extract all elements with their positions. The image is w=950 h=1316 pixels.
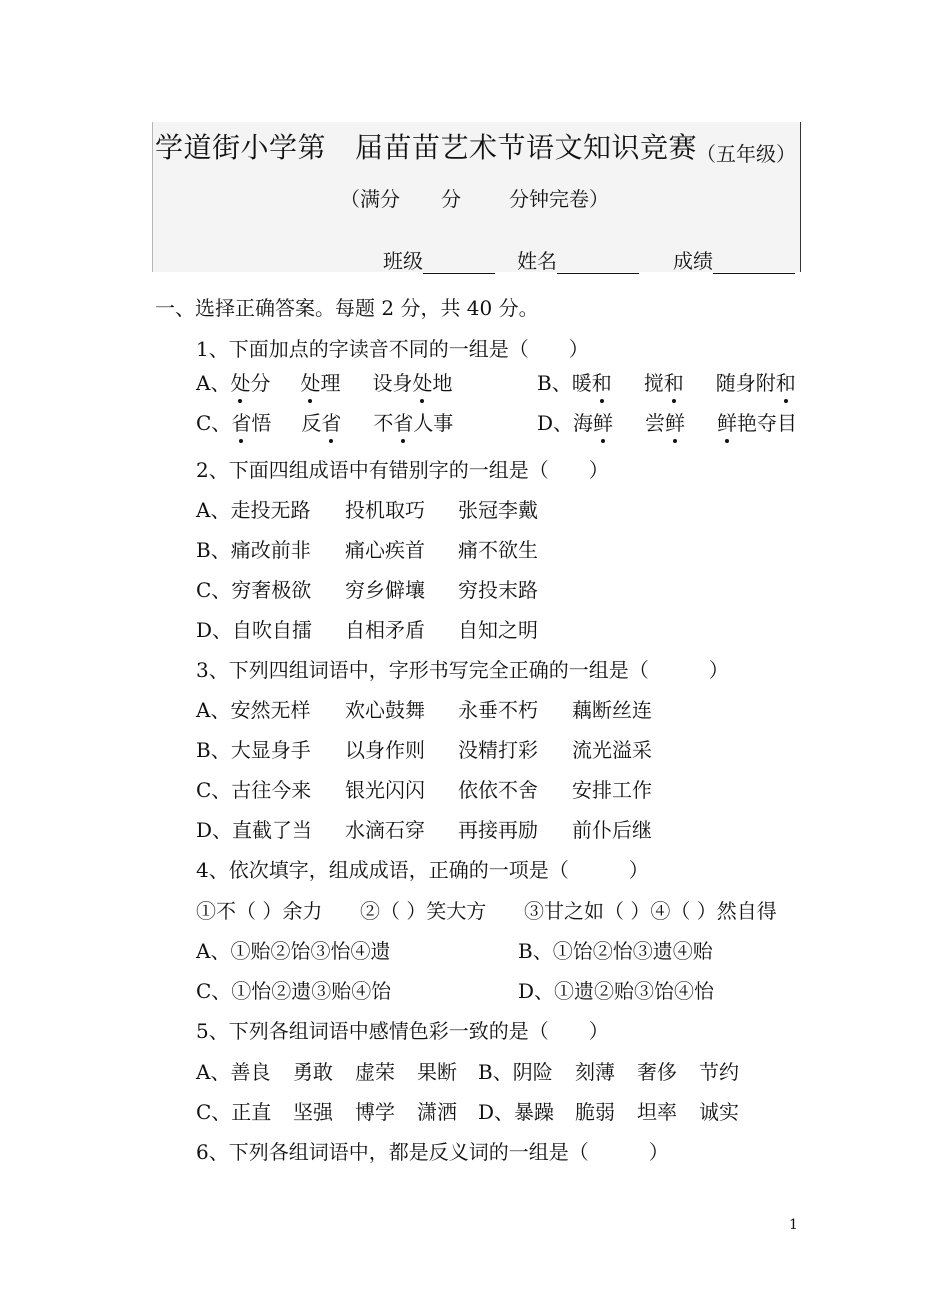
q2-stem: 2、下面四组成语中有错别字的一组是（ ） (196, 458, 609, 482)
q5-r2-1: C、正直 (196, 1100, 272, 1124)
q3-a-2: 欢心鼓舞 (345, 698, 425, 722)
q2-a-1: A、走投无路 (196, 498, 311, 522)
q3-c-1: C、古往今来 (196, 778, 312, 802)
q2-a-3: 张冠李戴 (458, 498, 538, 522)
q4-option-b: B、①饴②怡③遗④贻 (518, 939, 713, 963)
page-number: 1 (789, 1217, 798, 1233)
q1-option-c: C、省悟 反省 不省人事 (196, 407, 453, 436)
q5-r1-2: 勇敢 (293, 1060, 333, 1084)
q3-d-4: 前仆后继 (572, 818, 652, 842)
score-note-part1: （满分 (340, 187, 400, 211)
q4-option-c: C、①怡②遗③贻④饴 (196, 979, 392, 1003)
score-blank[interactable] (713, 251, 795, 274)
q5-r2-5: D、暴躁 (478, 1100, 555, 1124)
q4-item-1: ①不（ ）余力 (196, 899, 323, 923)
q3-d-2: 水滴石穿 (345, 818, 425, 842)
q1-stem: 1、下面加点的字读音不同的一组是（ ） (196, 337, 589, 361)
q5-r2-3: 博学 (355, 1100, 395, 1124)
name-label: 姓名 (517, 249, 557, 273)
q3-d-1: D、直截了当 (196, 818, 313, 842)
score-note-part3: 分钟完卷） (509, 187, 609, 211)
score-label: 成绩 (673, 249, 713, 273)
q2-c-2: 穷乡僻壤 (345, 578, 425, 602)
q5-r1-3: 虚荣 (355, 1060, 395, 1084)
exam-title-part1: 学道街小学第 (155, 131, 327, 164)
q2-d-1: D、自吹自擂 (196, 618, 313, 642)
q3-b-3: 没精打彩 (458, 738, 538, 762)
q3-stem: 3、下列四组词语中，字形书写完全正确的一组是（ ） (196, 658, 729, 682)
q3-b-2: 以身作则 (345, 738, 425, 762)
q1-option-b: B、暖和 搅和 随身附和 (537, 367, 796, 396)
q3-c-3: 依依不舍 (458, 778, 538, 802)
exam-grade: （五年级） (696, 142, 796, 166)
q1-option-a: A、处分 处理 设身处地 (196, 367, 452, 396)
q3-a-4: 藕断丝连 (572, 698, 652, 722)
q5-r1-8: 节约 (699, 1060, 739, 1084)
name-field (517, 245, 639, 274)
class-field (383, 245, 495, 274)
q5-r2-6: 脆弱 (575, 1100, 615, 1124)
q4-item-3: ③甘之如（ ）④（ ）然自得 (524, 899, 777, 923)
q5-r2-8: 诚实 (699, 1100, 739, 1124)
q4-option-d: D、①遗②贻③饴④怡 (518, 979, 715, 1003)
q5-stem: 5、下列各组词语中感情色彩一致的是（ ） (196, 1019, 609, 1043)
q3-b-4: 流光溢采 (572, 738, 652, 762)
class-blank[interactable] (423, 251, 495, 274)
q4-option-a: A、①贻②饴③怡④遗 (196, 939, 391, 963)
name-blank[interactable] (557, 251, 639, 274)
q5-r1-1: A、善良 (196, 1060, 271, 1084)
q2-a-2: 投机取巧 (345, 498, 425, 522)
q3-d-3: 再接再励 (458, 818, 538, 842)
score-note-part2: 分 (441, 187, 461, 211)
q2-d-3: 自知之明 (458, 618, 538, 642)
q3-b-1: B、大显身手 (196, 738, 311, 762)
q5-r1-4: 果断 (417, 1060, 457, 1084)
q2-b-1: B、痛改前非 (196, 538, 311, 562)
q4-stem: 4、依次填字，组成成语，正确的一项是（ ） (196, 858, 649, 882)
q6-stem: 6、下列各组词语中，都是反义词的一组是（ ） (196, 1140, 669, 1164)
q2-b-3: 痛不欲生 (458, 538, 538, 562)
q3-c-4: 安排工作 (572, 778, 652, 802)
q2-d-2: 自相矛盾 (345, 618, 425, 642)
exam-title-part2: 届苗苗艺术节语文知识竞赛 (355, 131, 698, 164)
q5-r1-5: B、阴险 (478, 1060, 553, 1084)
q5-r2-2: 坚强 (293, 1100, 333, 1124)
score-field (673, 245, 795, 274)
q5-r2-4: 潇洒 (417, 1100, 457, 1124)
class-label: 班级 (383, 249, 423, 273)
q3-c-2: 银光闪闪 (345, 778, 425, 802)
section1-heading: 一、选择正确答案。每题 2 分，共 40 分。 (155, 296, 539, 320)
q3-a-1: A、安然无样 (196, 698, 311, 722)
q2-c-3: 穷投末路 (458, 578, 538, 602)
q3-a-3: 永垂不朽 (458, 698, 538, 722)
q2-b-2: 痛心疾首 (345, 538, 425, 562)
q1-option-d: D、海鲜 尝鲜 鲜艳夺目 (537, 407, 797, 436)
q5-r2-7: 坦率 (637, 1100, 677, 1124)
q5-r1-6: 刻薄 (575, 1060, 615, 1084)
q4-item-2: ②（ ）笑大方 (360, 899, 487, 923)
q2-c-1: C、穷奢极欲 (196, 578, 312, 602)
q5-r1-7: 奢侈 (637, 1060, 677, 1084)
